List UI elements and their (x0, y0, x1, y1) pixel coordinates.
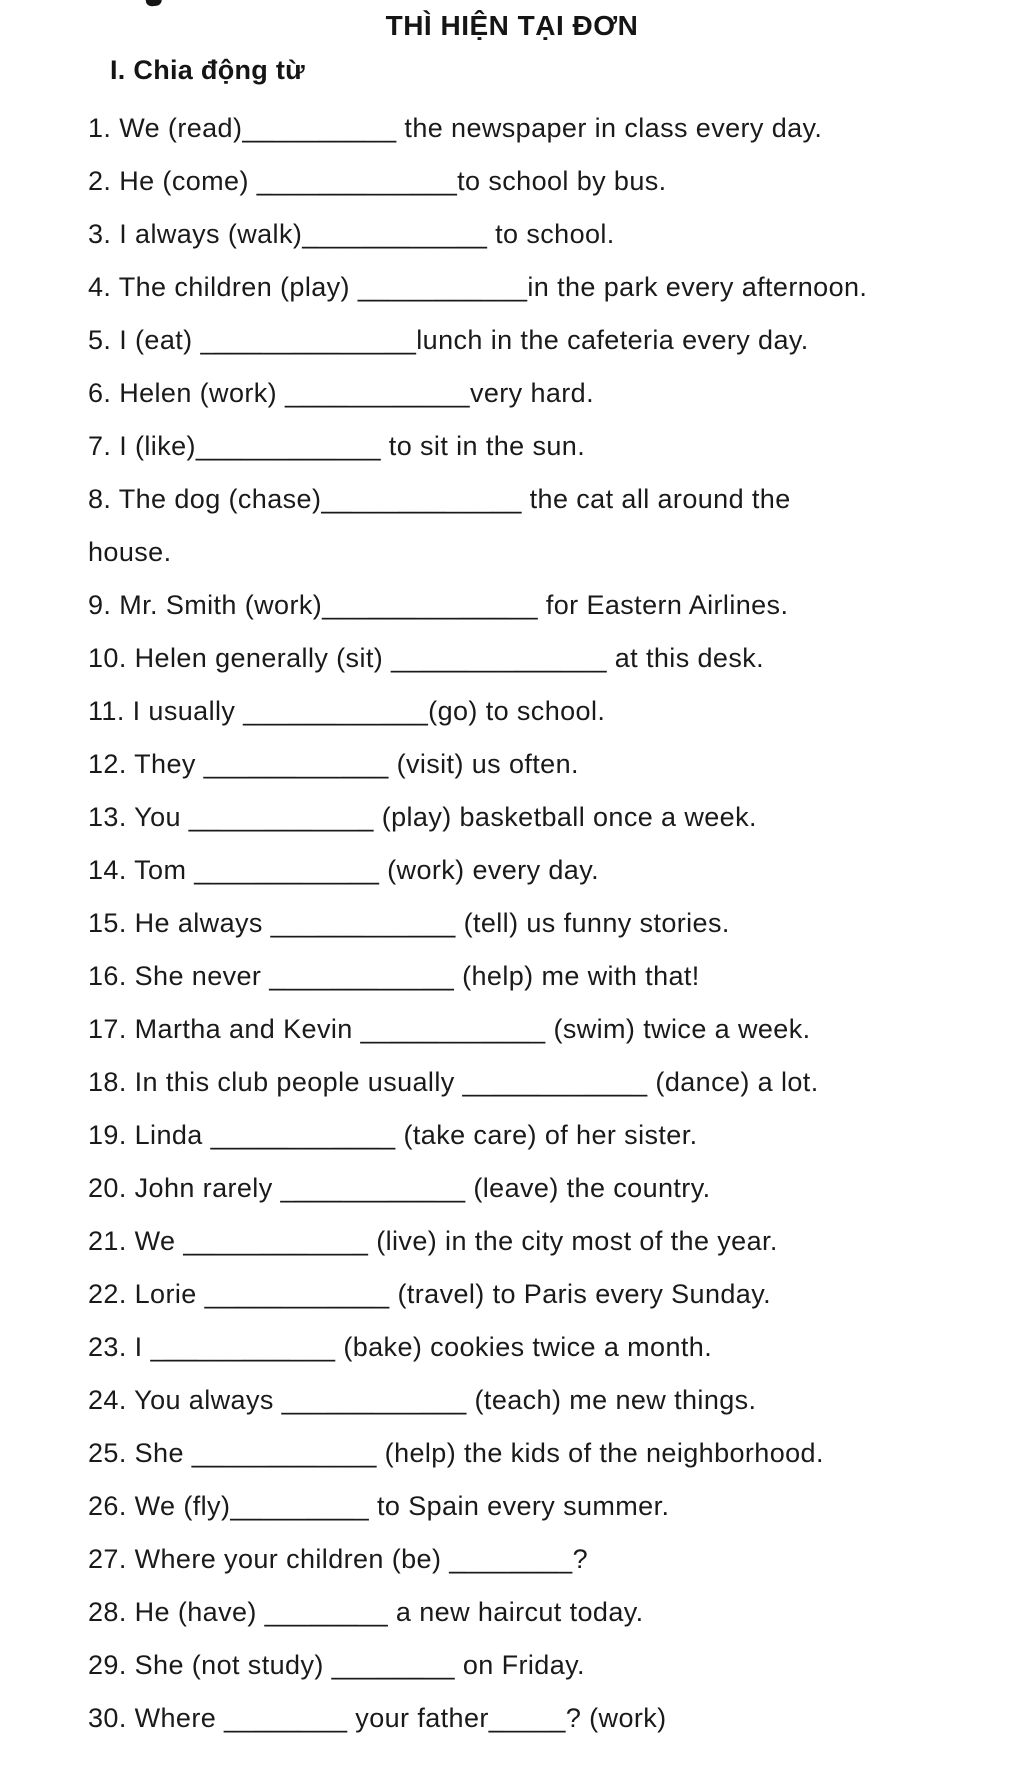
exercise-line: 20. John rarely ____________ (leave) the country. (88, 1173, 711, 1203)
section-heading: I. Chia động từ (110, 55, 306, 85)
cropped-glyph-fragment (146, 0, 163, 7)
page-title: THÌ HIỆN TẠI ĐƠN (385, 10, 639, 41)
exercise-line: 27. Where your children (be) ________? (88, 1544, 589, 1574)
exercise-line: 24. You always ____________ (teach) me new things. (88, 1385, 757, 1415)
exercise-line: 21. We ____________ (live) in the city most of the year. (88, 1226, 778, 1256)
exercise-line: 26. We (fly)_________ to Spain every summer. (88, 1491, 670, 1521)
exercise-line: 3. I always (walk)____________ to school. (88, 219, 615, 249)
exercise-line: 9. Mr. Smith (work)______________ for Eastern Airlines. (88, 590, 789, 620)
exercise-line: 25. She ____________ (help) the kids of the neighborhood. (88, 1438, 824, 1468)
exercise-line: 6. Helen (work) ____________very hard. (88, 378, 594, 408)
exercise-line: 10. Helen generally (sit) ______________ at this desk. (88, 643, 765, 673)
exercise-line: 17. Martha and Kevin ____________ (swim) twice a week. (88, 1014, 811, 1044)
exercise-line: 2. He (come) _____________to school by bus. (88, 166, 667, 196)
exercise-line: 30. Where ________ your father_____? (work) (88, 1703, 667, 1733)
exercise-line: 8. The dog (chase)_____________ the cat all around the (88, 484, 791, 514)
exercise-line: 18. In this club people usually ____________ (dance) a lot. (88, 1067, 819, 1097)
exercise-line: 16. She never ____________ (help) me with that! (88, 961, 700, 991)
exercise-line: 19. Linda ____________ (take care) of her sister. (88, 1120, 698, 1150)
exercise-line: 1. We (read)__________ the newspaper in class every day. (88, 113, 823, 143)
exercise-line: 5. I (eat) ______________lunch in the cafeteria every day. (88, 325, 809, 355)
exercise-line: 22. Lorie ____________ (travel) to Paris every Sunday. (88, 1279, 772, 1309)
exercise-list (88, 102, 994, 1745)
exercise-line: house. (88, 537, 172, 567)
exercise-line: 4. The children (play) ___________in the park every afternoon. (88, 272, 868, 302)
exercise-line: 13. You ____________ (play) basketball once a week. (88, 802, 757, 832)
exercise-line: 7. I (like)____________ to sit in the sun. (88, 431, 586, 461)
exercise-line: 29. She (not study) ________ on Friday. (88, 1650, 585, 1680)
exercise-line: 12. They ____________ (visit) us often. (88, 749, 579, 779)
exercise-line: 23. I ____________ (bake) cookies twice a month. (88, 1332, 713, 1362)
exercise-line: 15. He always ____________ (tell) us funny stories. (88, 908, 730, 938)
exercise-line: 28. He (have) ________ a new haircut today. (88, 1597, 644, 1627)
exercise-line: 11. I usually ____________(go) to school. (88, 696, 606, 726)
exercise-line: 14. Tom ____________ (work) every day. (88, 855, 599, 885)
